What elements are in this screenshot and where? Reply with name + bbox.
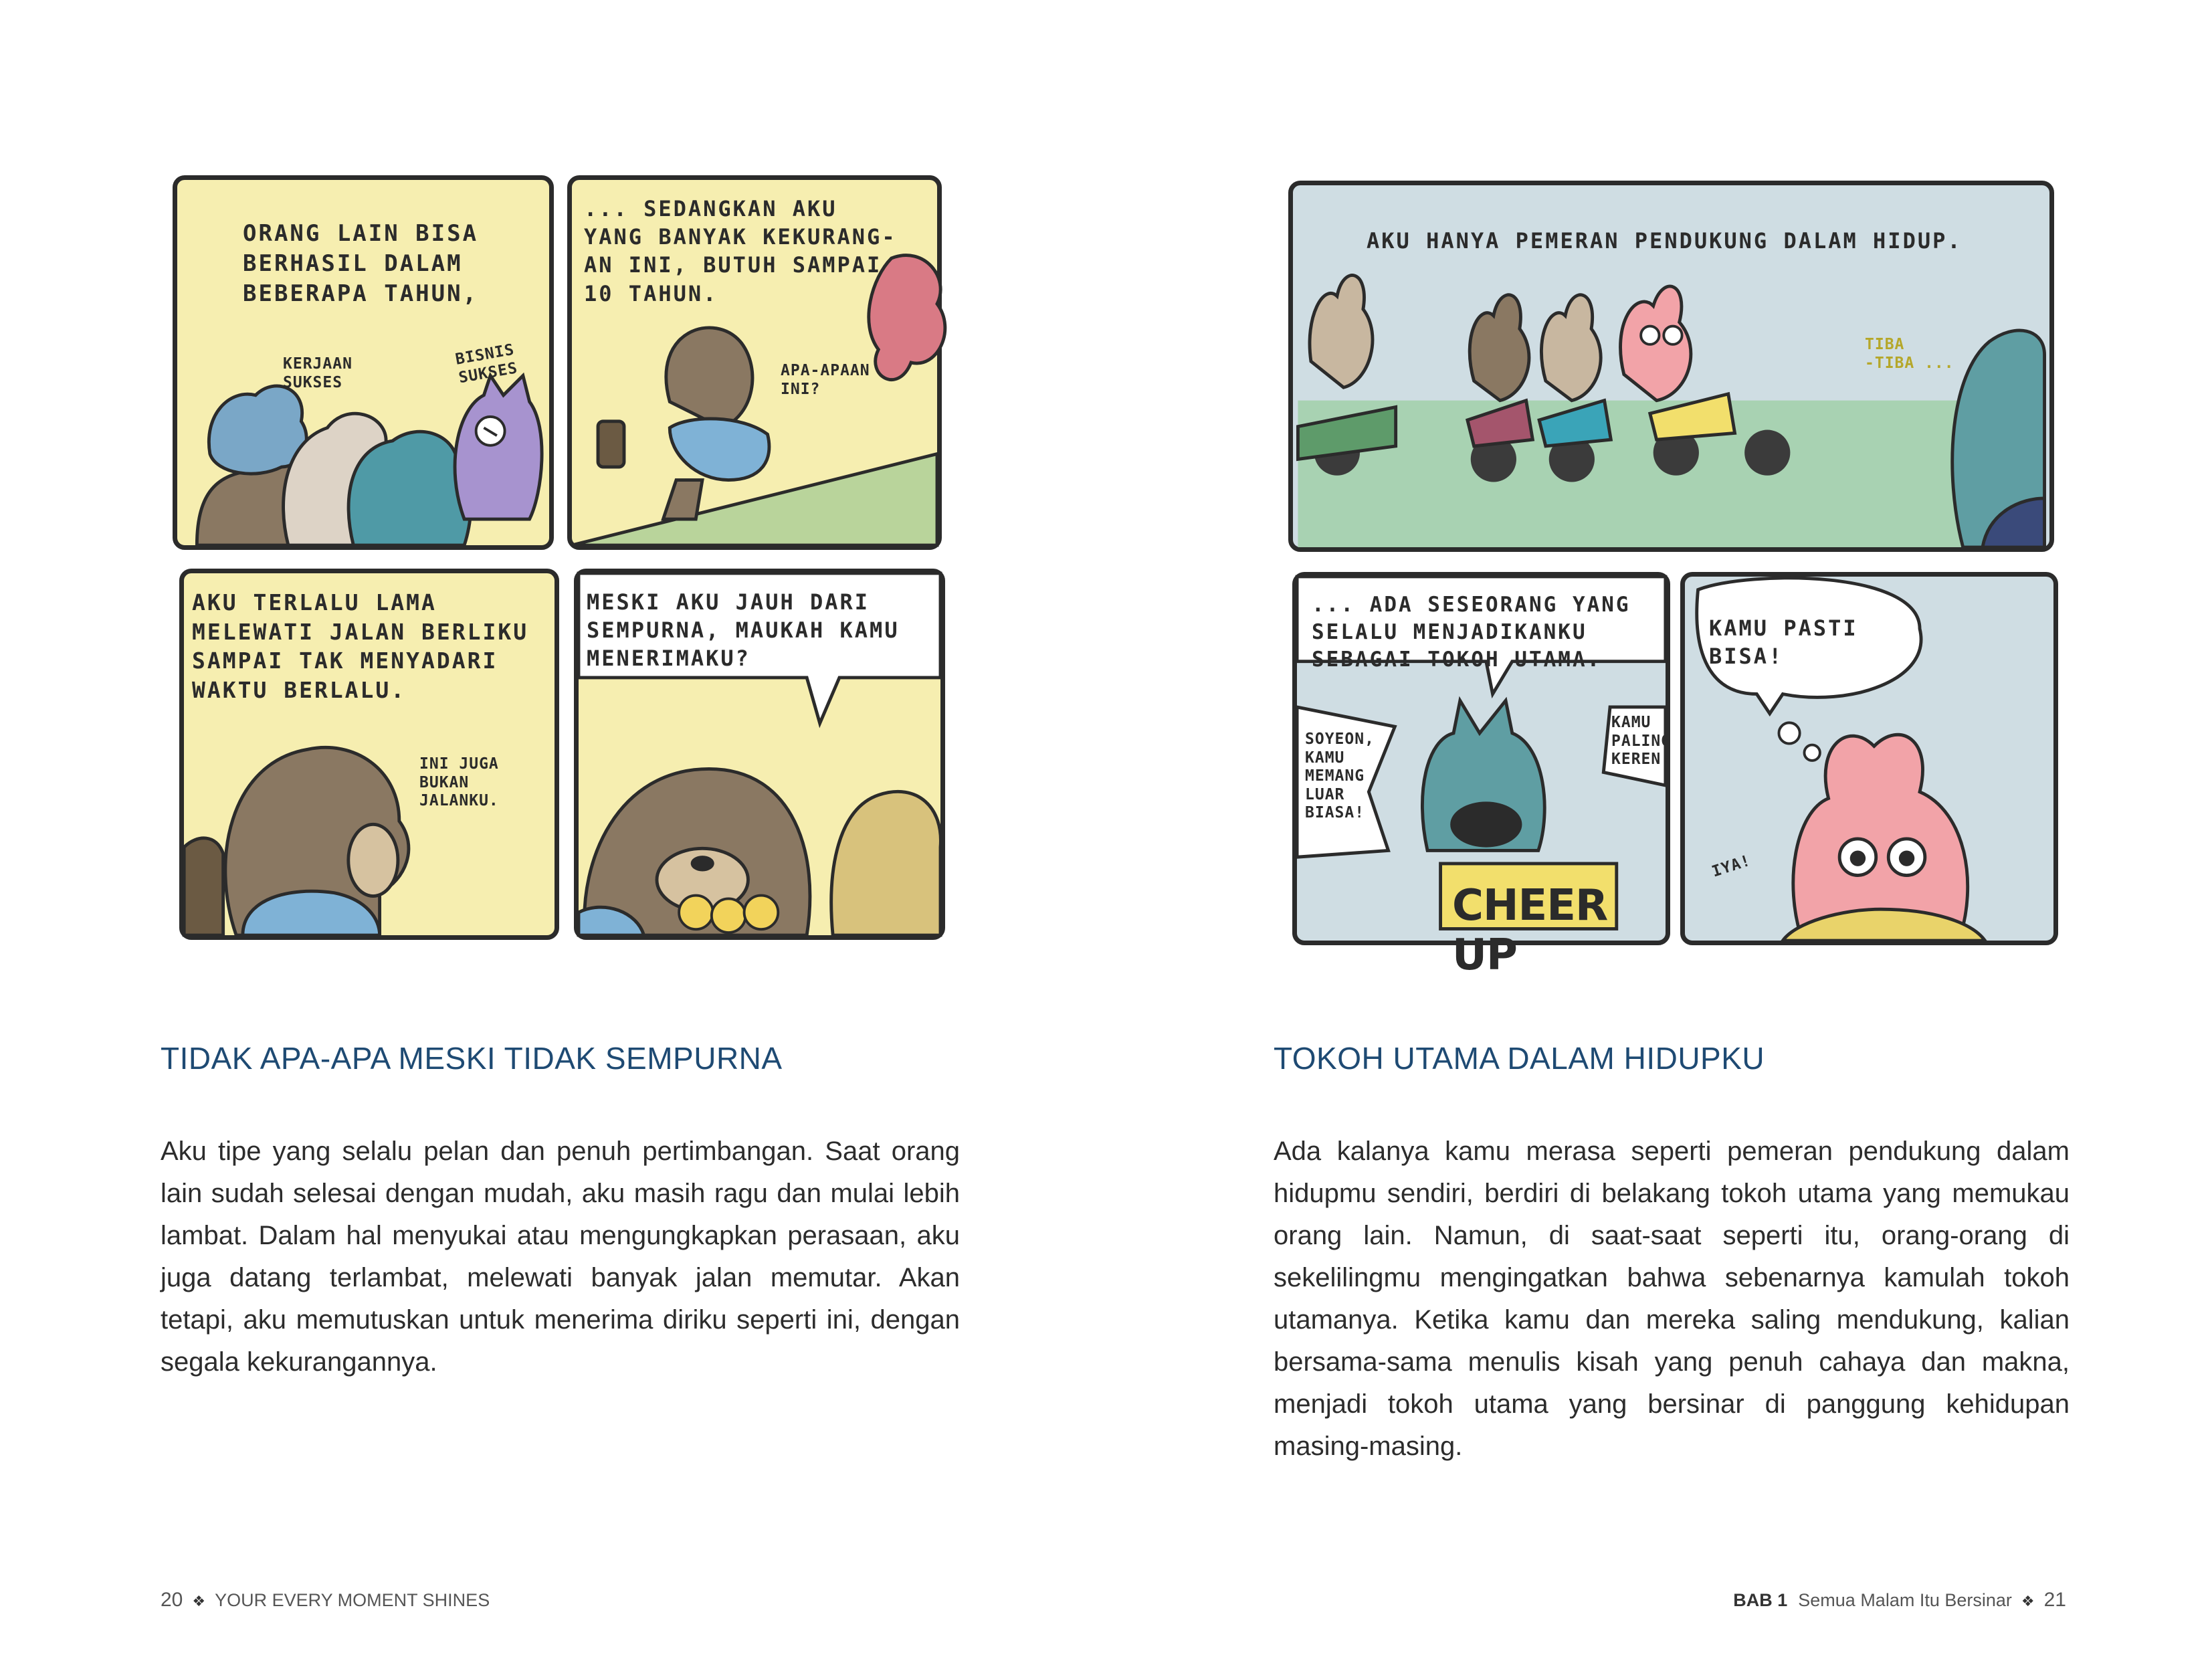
comic-panel-5 bbox=[1288, 181, 2054, 552]
panel-2-label: APA-APAAN INI? bbox=[781, 362, 870, 398]
panel-7-caption: KAMU PASTI BISA! bbox=[1709, 615, 1858, 670]
panel-6-label-left: SOYEON, KAMU MEMANG LUAR BIASA! bbox=[1305, 730, 1375, 822]
right-body-text: Ada kalanya kamu merasa seperti pemeran pendukung dalam hidupmu sendiri, berdiri di belakang tokoh utama yang memukau orang lain. Namun, di saat-saat seperti itu, orang-orang di sekelilingmu mengingatkan bahwa sebenarnya kamulah tokoh utamanya. Ketika kamu dan mereka saling mendukung, kalian bersama-sama menulis kisah yang penuh cahaya dan makna, menjadi tokoh utama yang bersinar di panggung kehidupan masing-masing. bbox=[1274, 1137, 2070, 1461]
right-heading: TOKOH UTAMA DALAM HIDUPKU bbox=[1274, 1041, 1765, 1076]
comic-right bbox=[1106, 0, 2212, 980]
right-page-number: 21 bbox=[2043, 1589, 2066, 1611]
diamond-icon: ❖ bbox=[2021, 1593, 2035, 1609]
diamond-icon: ❖ bbox=[192, 1593, 206, 1609]
panel-7-label: IYA! bbox=[1710, 852, 1753, 881]
panel-6-caption: ... ADA SESEORANG YANG SELALU MENJADIKANKU SEBAGAI TOKOH UTAMA. bbox=[1312, 593, 1631, 672]
chapter-label: BAB 1 bbox=[1733, 1590, 1788, 1610]
left-page-number: 20 bbox=[161, 1589, 183, 1611]
panel-1-label-work: KERJAAN SUKSES bbox=[283, 355, 353, 391]
left-footer-title: YOUR EVERY MOMENT SHINES bbox=[215, 1590, 490, 1610]
right-footer bbox=[1733, 1589, 2066, 1612]
panel-2-caption: ... SEDANGKAN AKU YANG BANYAK KEKURANG- AN INI, BUTUH SAMPAI 10 TAHUN. bbox=[584, 196, 897, 306]
comic-panel-1 bbox=[173, 175, 554, 550]
right-page bbox=[1106, 0, 2212, 1659]
comic-panel-4 bbox=[574, 569, 945, 940]
panel-4-caption: MESKI AKU JAUH DARI SEMPURNA, MAUKAH KAMU MENERIMAKU? bbox=[587, 589, 900, 672]
panel-1-caption: ORANG LAIN BISA BERHASIL DALAM BEBERAPA TAHUN, bbox=[243, 220, 479, 307]
comic-panel-6 bbox=[1292, 572, 1672, 980]
panel-3-label: INI JUGA BUKAN JALANKU. bbox=[419, 755, 499, 810]
panel-5-label: TIBA -TIBA ... bbox=[1865, 336, 1954, 372]
comic-panel-3 bbox=[179, 569, 559, 940]
right-footer-title: Semua Malam Itu Bersinar bbox=[1798, 1590, 2012, 1610]
comic-panel-7 bbox=[1680, 572, 2058, 945]
left-footer bbox=[161, 1589, 490, 1612]
comic-panel-2 bbox=[567, 175, 942, 550]
cheer-up-sign: CHEER UP bbox=[1452, 881, 1608, 980]
panel-1-label-business: BISNIS SUKSES bbox=[454, 340, 519, 387]
panel-3-caption: AKU TERLALU LAMA MELEWATI JALAN BERLIKU SAMPAI TAK MENYADARI WAKTU BERLALU. bbox=[192, 589, 529, 703]
left-body-text: Aku tipe yang selalu pelan dan penuh pertimbangan. Saat orang lain sudah selesai dengan mudah, aku masih ragu dan mulai lebih lambat. Dalam hal menyukai atau mengungkapkan perasaan, aku juga datang terlambat, melewati banyak jalan memutar. Akan tetapi, aku memutuskan untuk menerima diriku seperti ini, dengan segala kekurangannya. bbox=[161, 1137, 960, 1377]
left-heading: TIDAK APA-APA MESKI TIDAK SEMPURNA bbox=[161, 1041, 783, 1076]
panel-5-caption: AKU HANYA PEMERAN PENDUKUNG DALAM HIDUP. bbox=[1367, 228, 1963, 254]
comic-left bbox=[0, 0, 1106, 963]
panel-6-label-right: KAMU PALING KEREN! bbox=[1611, 714, 1672, 769]
